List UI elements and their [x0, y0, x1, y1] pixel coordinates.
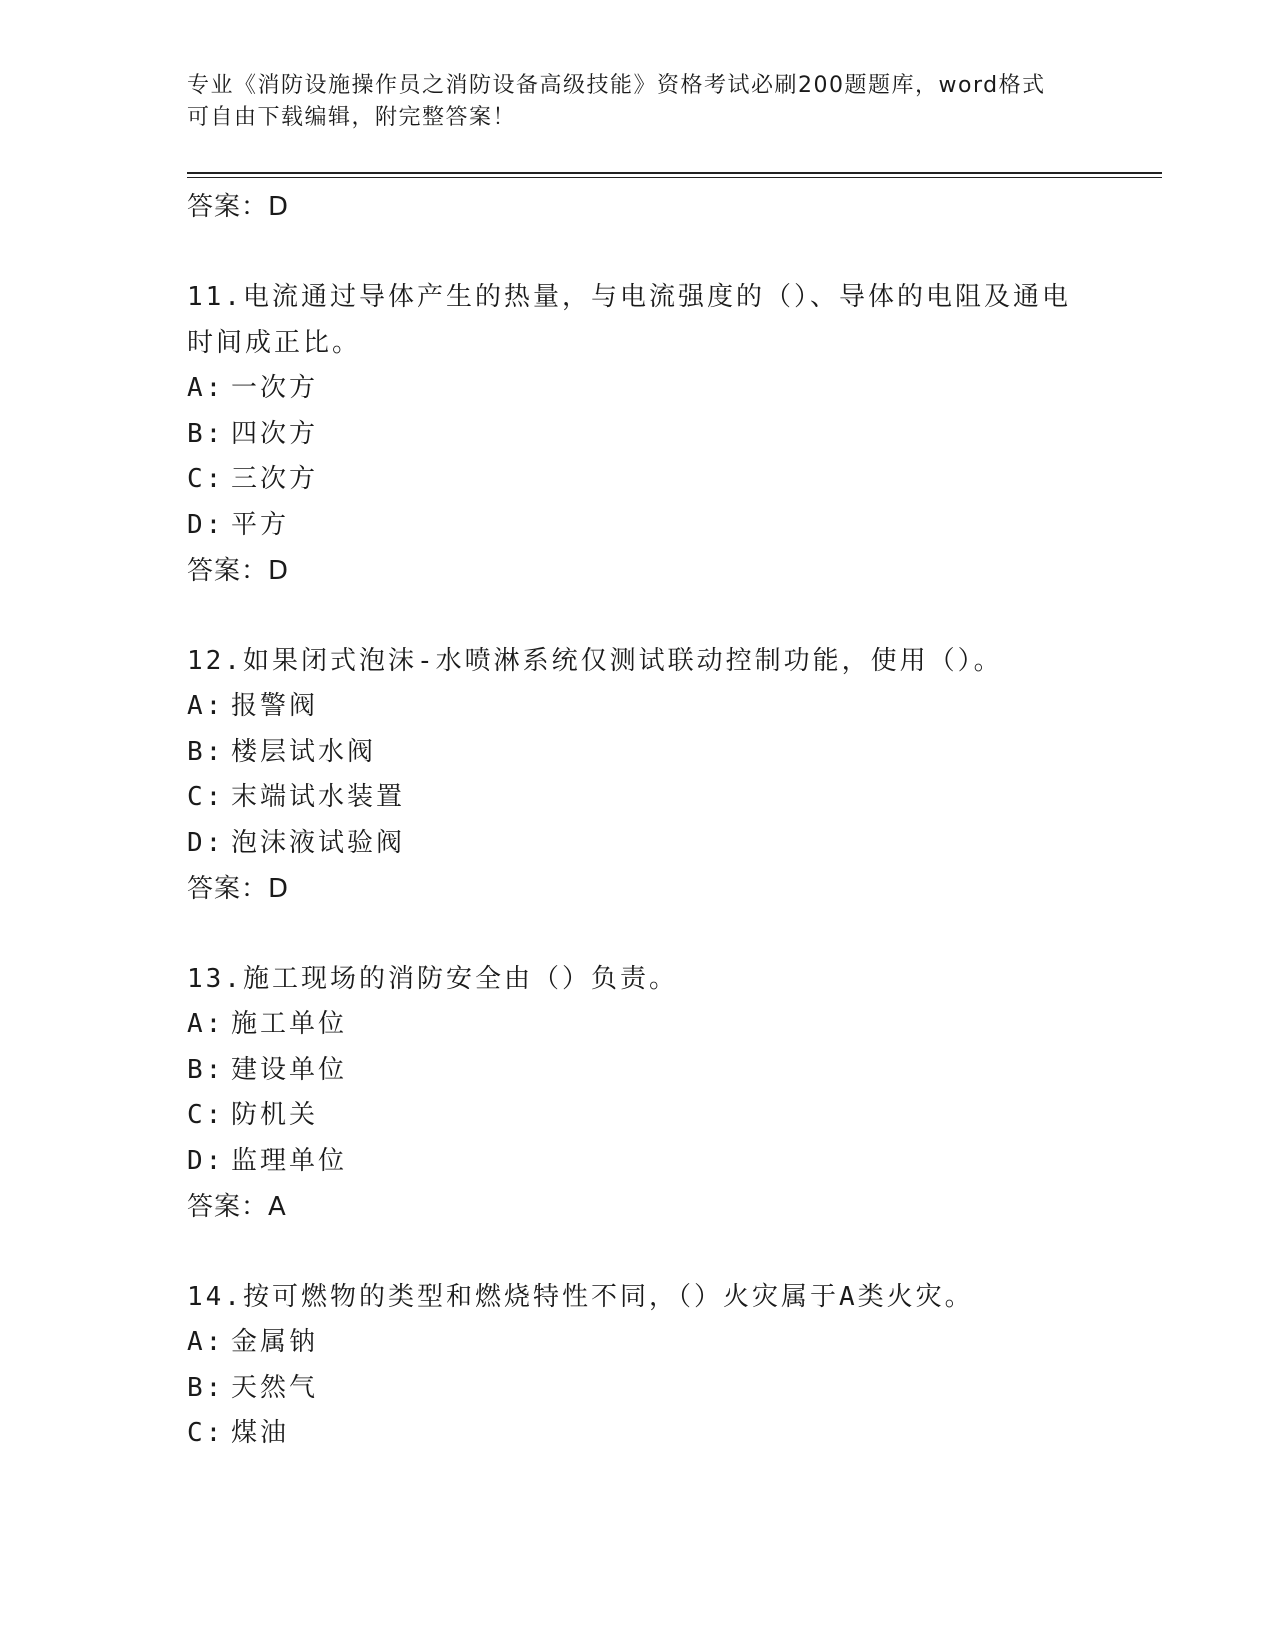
- option-key: D:: [187, 1145, 225, 1176]
- question-text: 13.施工现场的消防安全由（）负责。: [187, 964, 678, 994]
- option-text: 金属钠: [231, 1327, 319, 1357]
- option-key: A:: [187, 1009, 225, 1039]
- option-d: [187, 1139, 1162, 1185]
- option-key: C:: [187, 1418, 225, 1448]
- option-d: [187, 821, 1162, 867]
- option-key: A:: [187, 691, 225, 721]
- option-c: [187, 775, 1162, 821]
- option-a: [187, 366, 1162, 412]
- option-key: C:: [187, 782, 225, 812]
- option-key: A:: [187, 373, 225, 403]
- option-b: [187, 730, 1162, 776]
- option-text: 楼层试水阀: [231, 736, 377, 767]
- option-key: B:: [187, 736, 225, 767]
- header-rule-thin: [187, 177, 1162, 178]
- option-text: 报警阀: [231, 691, 319, 721]
- option-b: [187, 1048, 1162, 1094]
- option-text: 施工单位: [231, 1009, 348, 1039]
- option-text: 一次方: [231, 373, 319, 403]
- option-b: [187, 412, 1162, 458]
- option-text: 防机关: [231, 1100, 319, 1130]
- option-text: 监理单位: [231, 1145, 348, 1176]
- answer: 答案：A: [187, 1192, 287, 1222]
- question-12: [187, 638, 1162, 912]
- option-key: B:: [187, 1054, 225, 1085]
- option-a: [187, 1002, 1162, 1048]
- option-key: D:: [187, 827, 225, 858]
- question-text: 14.按可燃物的类型和燃烧特性不同，（）火灾属于A类火灾。: [187, 1282, 974, 1312]
- question-14: [187, 1274, 1162, 1457]
- answer: 答案：D: [187, 874, 290, 904]
- option-b: [187, 1366, 1162, 1412]
- option-a: [187, 684, 1162, 730]
- option-text: 煤油: [231, 1418, 290, 1448]
- option-text: 泡沫液试验阀: [231, 827, 406, 858]
- document-page: [187, 70, 1162, 1457]
- question-text: 12.如果闭式泡沫-水喷淋系统仅测试联动控制功能，使用（）。: [187, 646, 1003, 676]
- option-c: [187, 457, 1162, 503]
- question-11: [187, 274, 1162, 594]
- option-key: B:: [187, 1372, 225, 1403]
- option-key: A:: [187, 1327, 225, 1357]
- answer: 答案：D: [187, 556, 290, 586]
- option-key: C:: [187, 1100, 225, 1130]
- option-text: 末端试水装置: [231, 782, 406, 812]
- header-rule-thick: [187, 172, 1162, 174]
- option-key: B:: [187, 418, 225, 449]
- option-text: 平方: [231, 509, 290, 540]
- option-text: 三次方: [231, 464, 319, 494]
- option-d: [187, 503, 1162, 549]
- previous-answer: 答案：D: [187, 192, 290, 222]
- option-c: [187, 1093, 1162, 1139]
- option-text: 建设单位: [231, 1054, 348, 1085]
- option-key: D:: [187, 509, 225, 540]
- option-text: 天然气: [231, 1372, 319, 1403]
- question-text: 11.电流通过导体产生的热量，与电流强度的（）、导体的电阻及通电时间成正比。: [187, 282, 1071, 358]
- option-key: C:: [187, 464, 225, 494]
- option-a: [187, 1320, 1162, 1366]
- option-c: [187, 1411, 1162, 1457]
- question-13: [187, 956, 1162, 1230]
- document-header: 专业《消防设施操作员之消防设备高级技能》资格考试必刷200题题库，word格式可自由下载编辑，附完整答案！: [187, 73, 1046, 130]
- option-text: 四次方: [231, 418, 319, 449]
